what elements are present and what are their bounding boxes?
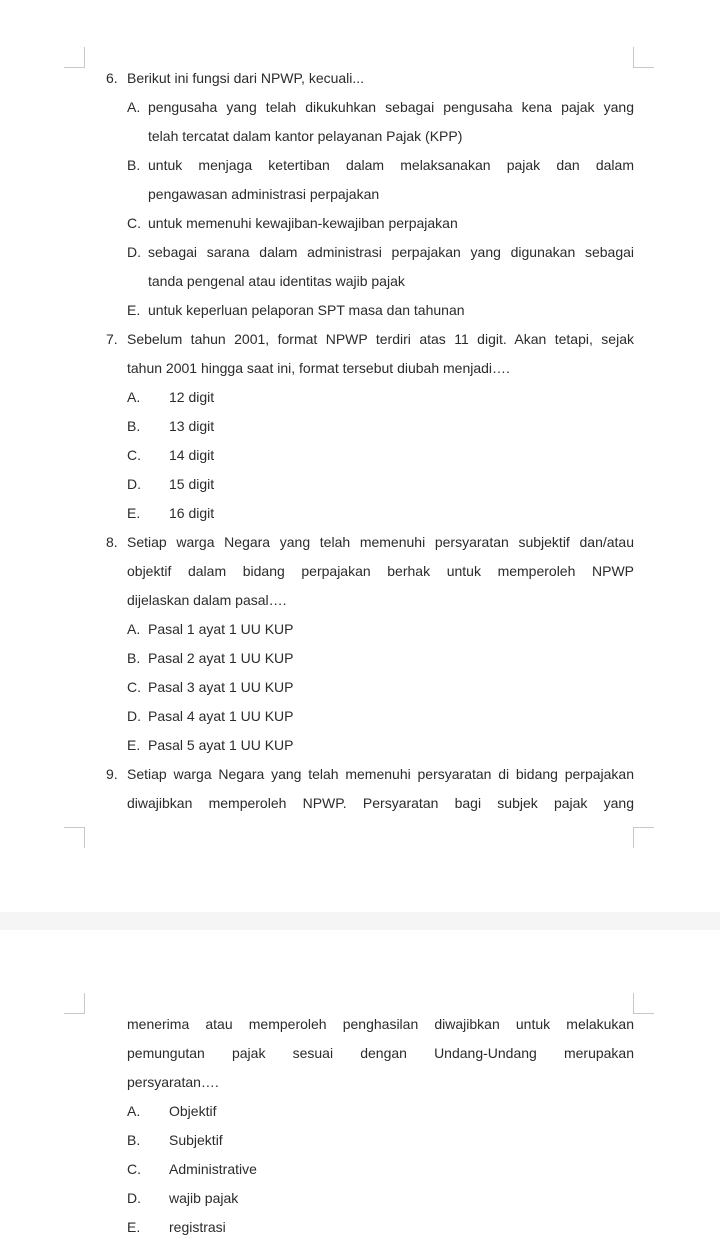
option-letter: C. [127,679,141,695]
option-9c [106,1155,634,1184]
question-number: 9. [106,766,118,782]
question-7 [106,325,634,354]
option-letter: A. [127,621,141,637]
option-text: wajib pajak [169,1190,239,1206]
option-text: Pasal 1 ayat 1 UU KUP [148,621,294,637]
option-9b [106,1126,634,1155]
question-text: Sebelum tahun 2001, format NPWP terdiri atas 11 digit. Akan tetapi, sejak [127,331,634,347]
option-letter: E. [127,1219,141,1235]
question-text: Berikut ini fungsi dari NPWP, kecuali... [127,70,365,86]
option-6b [106,151,634,180]
option-text: Pasal 3 ayat 1 UU KUP [148,679,294,695]
option-text-continued: telah tercatat dalam kantor pelayanan Pajak (KPP) [148,128,463,144]
option-8d [106,702,634,731]
page-corner-mark [633,47,654,68]
option-6d [106,238,634,267]
option-6a [106,93,634,122]
option-text: Subjektif [169,1132,223,1148]
option-text: untuk keperluan pelaporan SPT masa dan tahunan [148,302,465,318]
question-text-continued: tahun 2001 hingga saat ini, format tersebut diubah menjadi…. [127,360,510,376]
option-8b [106,644,634,673]
option-letter: B. [127,650,141,666]
question-number: 6. [106,70,118,86]
option-text: 12 digit [169,389,215,405]
question-text-continued: dijelaskan dalam pasal…. [127,592,287,608]
option-6c [106,209,634,238]
option-text-continued: pengawasan administrasi perpajakan [148,186,380,202]
option-7b [106,412,634,441]
page-separator [0,912,720,930]
option-text: Pasal 2 ayat 1 UU KUP [148,650,294,666]
option-text: 14 digit [169,447,215,463]
option-9a [106,1097,634,1126]
option-letter: D. [127,1190,141,1206]
option-text: Pasal 5 ayat 1 UU KUP [148,737,294,753]
option-letter: A. [127,389,141,405]
page-corner-mark [64,993,85,1014]
option-9e [106,1213,634,1242]
option-8a [106,615,634,644]
question-9 [106,760,634,789]
question-text-continued: persyaratan…. [127,1074,219,1090]
option-letter: C. [127,447,141,463]
option-text: registrasi [169,1219,226,1235]
question-text-continued: diwajibkan memperoleh NPWP. Persyaratan bagi subjek pajak yang [127,795,634,811]
option-letter: C. [127,1161,141,1177]
option-letter: D. [127,708,141,724]
option-text: sebagai sarana dalam administrasi perpajakan yang digunakan sebagai [148,244,634,260]
option-6e [106,296,634,325]
option-7c [106,441,634,470]
option-text: Objektif [169,1103,217,1119]
option-letter: A. [127,99,141,115]
option-letter: D. [127,476,141,492]
option-letter: E. [127,505,141,521]
option-text-continued: tanda pengenal atau identitas wajib pajak [148,273,405,289]
option-text: Pasal 4 ayat 1 UU KUP [148,708,294,724]
option-7e [106,499,634,528]
option-text: 15 digit [169,476,215,492]
option-7d [106,470,634,499]
page-1-content [106,64,634,818]
question-text-continued: menerima atau memperoleh penghasilan diwajibkan untuk melakukan [127,1016,634,1032]
option-text: Administrative [169,1161,257,1177]
page-corner-mark [64,827,85,848]
question-text: Setiap warga Negara yang telah memenuhi persyaratan di bidang perpajakan [127,766,634,782]
option-letter: C. [127,215,141,231]
option-letter: D. [127,244,141,260]
page-2-content [106,1010,634,1242]
page-corner-mark [633,827,654,848]
option-7a [106,383,634,412]
page-corner-mark [64,47,85,68]
option-8c [106,673,634,702]
document-page-2 [0,930,720,1250]
page-corner-mark [633,993,654,1014]
option-9d [106,1184,634,1213]
question-text-continued: pemungutan pajak sesuai dengan Undang-Undang merupakan [127,1045,634,1061]
question-text-continued: objektif dalam bidang perpajakan berhak untuk memperoleh NPWP [127,563,634,579]
option-8e [106,731,634,760]
option-letter: B. [127,157,141,173]
option-text: pengusaha yang telah dikukuhkan sebagai pengusaha kena pajak yang [148,99,634,115]
option-text: untuk menjaga ketertiban dalam melaksanakan pajak dan dalam [148,157,634,173]
option-letter: E. [127,302,141,318]
option-letter: B. [127,1132,141,1148]
question-number: 8. [106,534,118,550]
question-6 [106,64,634,93]
option-text: 13 digit [169,418,215,434]
option-text: untuk memenuhi kewajiban-kewajiban perpajakan [148,215,458,231]
option-letter: B. [127,418,141,434]
question-8 [106,528,634,557]
question-number: 7. [106,331,118,347]
option-text: 16 digit [169,505,215,521]
option-letter: E. [127,737,141,753]
option-letter: A. [127,1103,141,1119]
question-text: Setiap warga Negara yang telah memenuhi persyaratan subjektif dan/atau [127,534,634,550]
